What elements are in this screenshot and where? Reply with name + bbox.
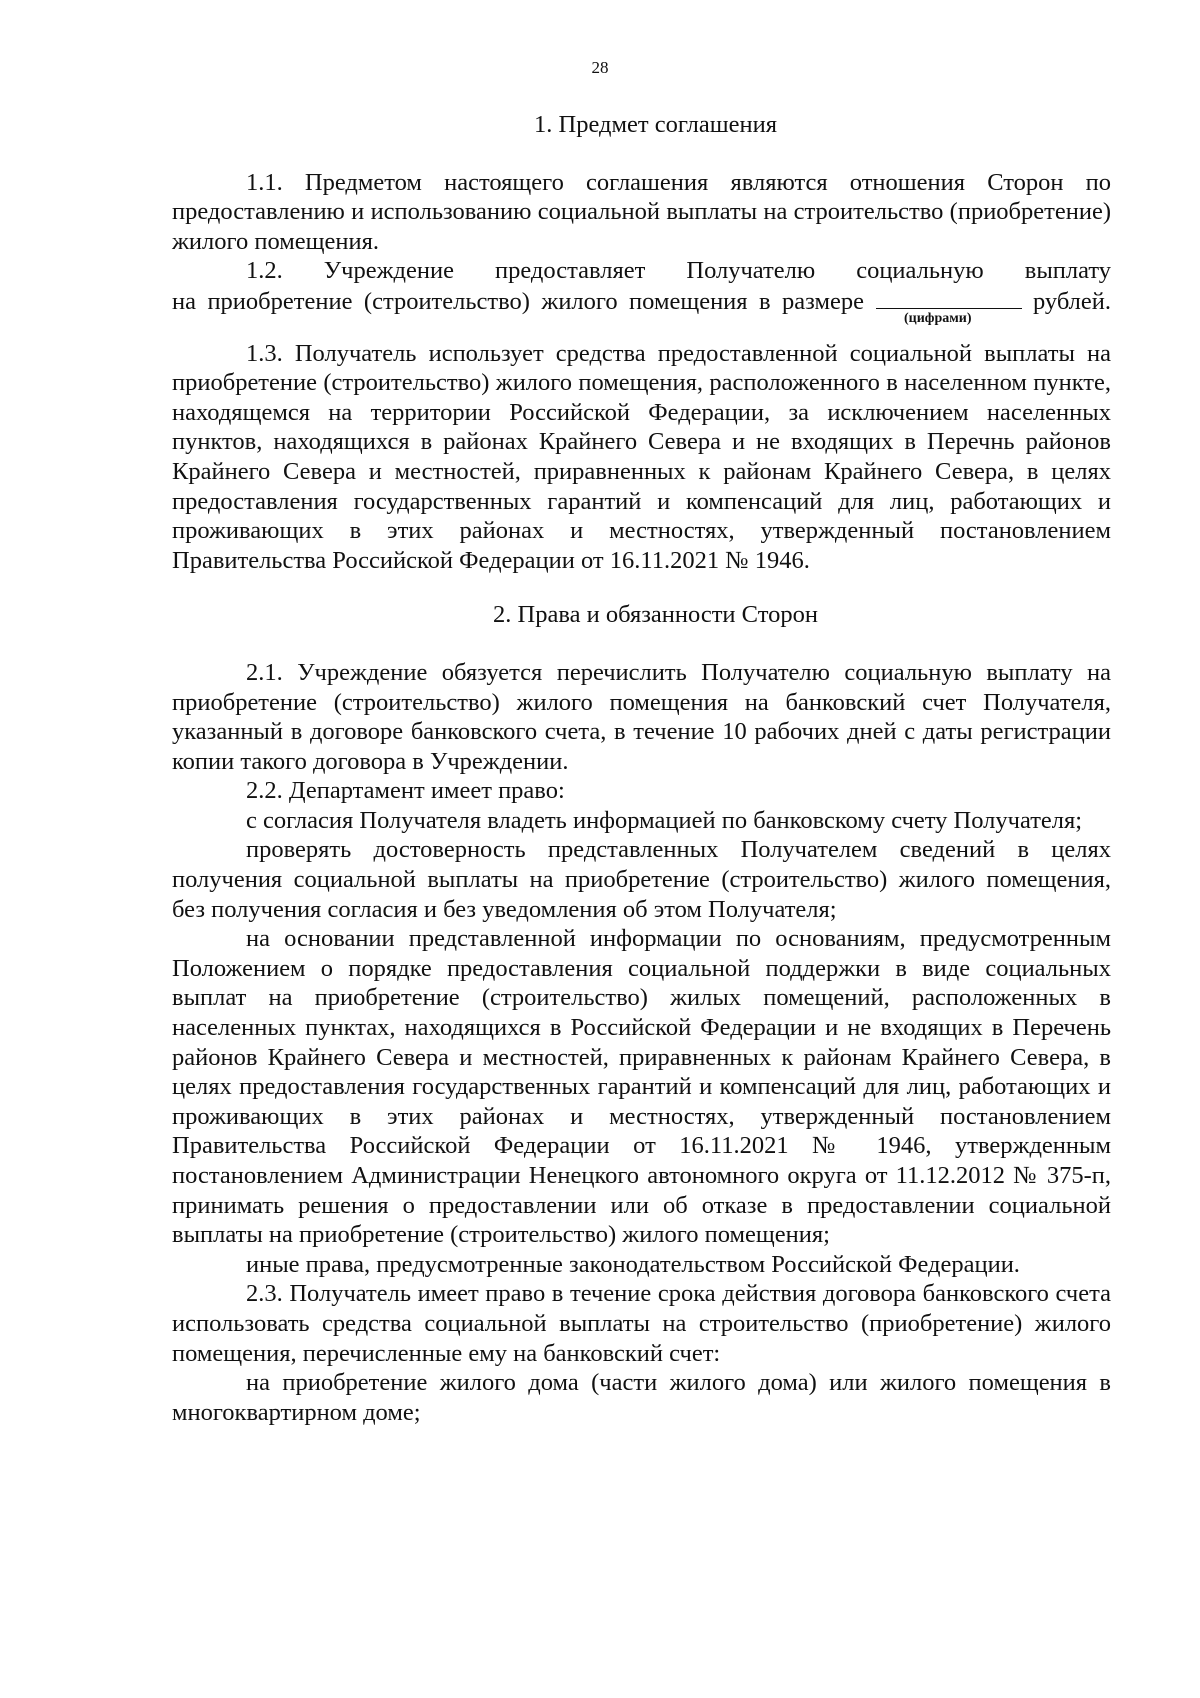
paragraph-2-1: 2.1. Учреждение обязуется перечислить Получателю социальную выплату на приобретение (строительство) жилого помещения на банковский счет Получателя, указанный в договоре банковского счета, в течение 10 рабочих дней с даты регистрации копии такого договора в Учреждении. bbox=[172, 658, 1111, 775]
paragraph-1-2-text: на приобретение (строительство) жилого помещения в размере bbox=[172, 287, 865, 315]
section-2-heading: 2. Права и обязанности Сторон bbox=[493, 601, 818, 629]
paragraph-1-1: 1.1. Предметом настоящего соглашения являются отношения Сторон по предоставлению и использованию социальной выплаты на строительство (приобретение) жилого помещения. bbox=[172, 168, 1111, 255]
paragraph-1-3: 1.3. Получатель использует средства предоставленной социальной выплаты на приобретение (строительство) жилого помещения, расположенного в населенном пункте, находящемся на территории Российской Федерации, за исключением населенных пунктов, находящихся в районах Крайнего Севера и не входящих в Перечнь районов Крайнего Севера и местностей, приравненных к районам Крайнего Севера, в целях предоставления государственных гарантий и компенсаций для лиц, работающих и проживающих в этих районах и местностях, утвержденный постановлением Правительства Российской Федерации от 16.11.2021 № 1946. bbox=[172, 339, 1111, 574]
amount-caption: (цифрами) bbox=[904, 310, 972, 326]
paragraph-2-2: 2.2. Департамент имеет право: bbox=[246, 777, 565, 805]
paragraph-2-3: 2.3. Получатель имеет право в течение срока действия договора банковского счета использовать средства социальной выплаты на строительство (приобретение) жилого помещения, перечисленные ему на банковский счет: bbox=[172, 1280, 1111, 1367]
paragraph-1-2-currency: рублей. bbox=[1032, 287, 1112, 315]
paragraph-2-2-b: проверять достоверность представленных Получателем сведений в целях получения социальной выплаты на приобретение (строительство) жилого помещения, без получения согласия и без уведомления об этом Получателя; bbox=[172, 836, 1111, 923]
paragraph-2-3-a: на приобретение жилого дома (части жилого дома) или жилого помещения в многоквартирном доме; bbox=[172, 1369, 1111, 1426]
paragraph-2-2-c: на основании представленной информации по основаниям, предусмотренным Положением о порядке предоставления социальной поддержки в виде социальных выплат на приобретение (строительство) жилых помещений, расположенных в населенных пунктах, находящихся в Российской Федерации и не входящих в Перечень районов Крайнего Севера и местностей, приравненных к районам Крайнего Севера, в целях предоставления государственных гарантий и компенсаций для лиц, работающих и проживающих в этих районах и местностях, утвержденный постановлением Правительства Российской Федерации от 16.11.2021 № 1946, утвержденным постановлением Администрации Ненецкого автономного округа от 11.12.2012 № 375-п, принимать решения о предоставлении или об отказе в предоставлении социальной выплаты на приобретение (строительство) жилого помещения; bbox=[172, 925, 1111, 1249]
section-1-heading: 1. Предмет соглашения bbox=[534, 111, 777, 138]
document-body bbox=[172, 110, 1111, 1427]
page-number: 28 bbox=[591, 58, 609, 77]
paragraph-2-2-d: иные права, предусмотренные законодательством Российской Федерации. bbox=[246, 1250, 1020, 1278]
paragraph-1-2-line-1: 1.2. Учреждение предоставляет Получателю социальную выплату bbox=[246, 257, 1111, 285]
amount-blank-field bbox=[876, 286, 1022, 309]
paragraph-2-2-a: с согласия Получателя владеть информацией по банковскому счету Получателя; bbox=[246, 806, 1083, 834]
